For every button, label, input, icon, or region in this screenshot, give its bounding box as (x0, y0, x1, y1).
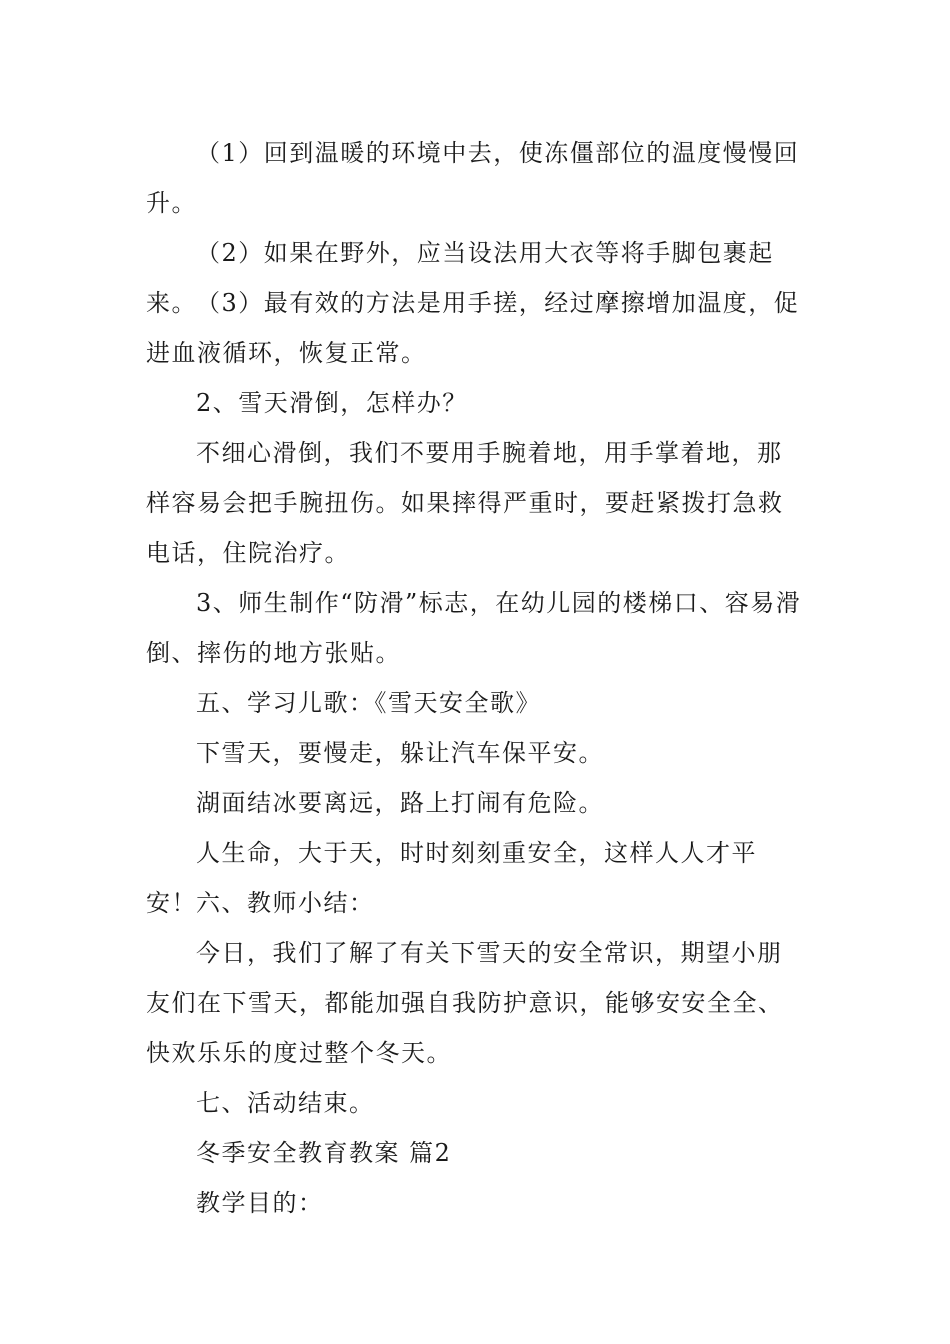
heading-activity-end: 七、活动结束。 (196, 1089, 375, 1117)
heading-lesson-plan-2: 冬季安全教育教案 篇2 (196, 1139, 452, 1167)
paragraph-slip-question: 2、雪天滑倒，怎样办？ (196, 389, 468, 417)
song-line-2: 湖面结冰要离远，路上打闹有危险。 (196, 789, 604, 817)
paragraph-slip-advice: 不细心滑倒，我们不要用手腕着地，用手掌着地，那样容易会把手腕扭伤。如果摔得严重时，要赶紧拨打急救电话，住院治疗。 (146, 439, 784, 567)
heading-teacher-summary: 六、教师小结： (196, 889, 375, 917)
paragraph-anti-slip-signs: 3、师生制作“防滑”标志，在幼儿园的楼梯口、容易滑倒、摔伤的地方张贴。 (146, 589, 802, 667)
heading-learn-song: 五、学习儿歌：《雪天安全歌》 (196, 689, 541, 717)
song-line-1: 下雪天，要慢走，躲让汽车保平安。 (196, 739, 604, 767)
paragraph-rewarm: （1）回到温暖的环境中去，使冻僵部位的温度慢慢回升。 (146, 139, 800, 217)
heading-teaching-goals: 教学目的： (196, 1189, 324, 1217)
song-line-3: 人生命，大于天，时时刻刻重安全，这样人人才平安！ (146, 839, 757, 917)
paragraph-wrap-limbs: （2）如果在野外，应当设法用大衣等将手脚包裹起来。 (146, 239, 774, 317)
paragraph-rub-hands: （3）最有效的方法是用手搓，经过摩擦增加温度，促进血液循环，恢复正常。 (146, 289, 800, 367)
paragraph-summary: 今日，我们了解了有关下雪天的安全常识，期望小朋友们在下雪天，都能加强自我防护意识，能够安安全全、快欢乐乐的度过整个冬天。 (146, 939, 784, 1067)
